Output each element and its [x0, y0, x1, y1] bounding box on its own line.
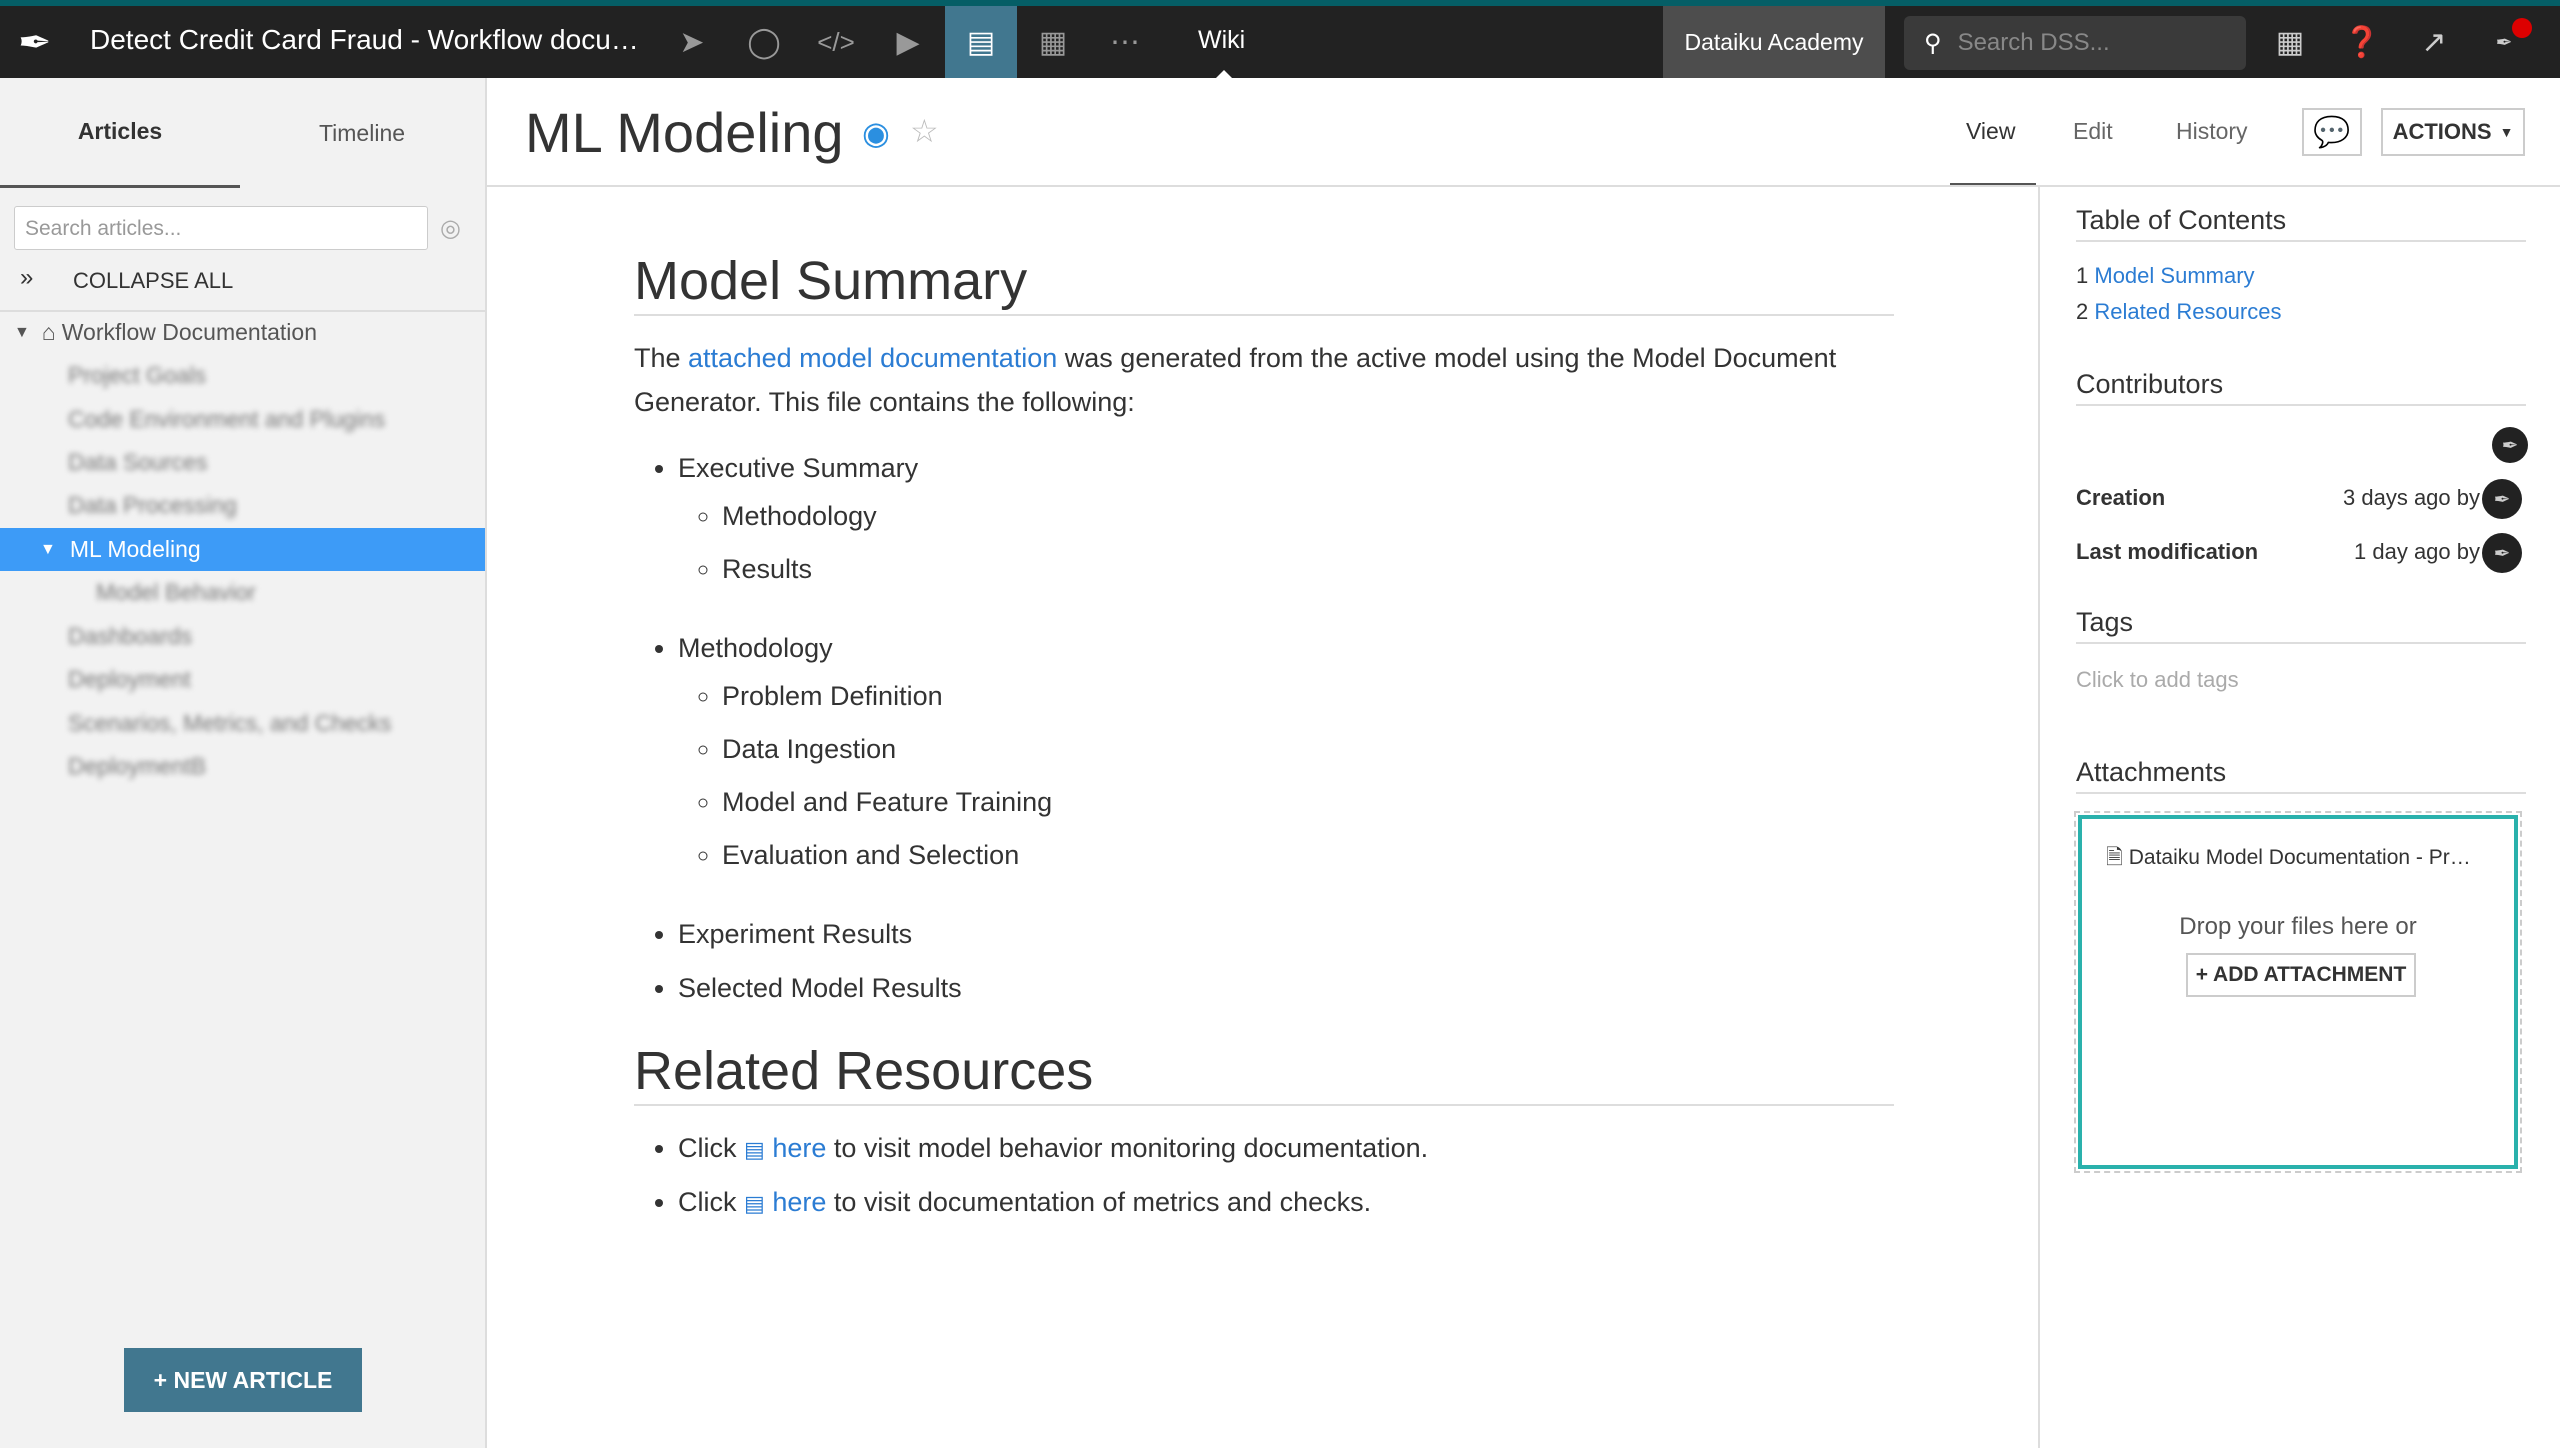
toc-item[interactable]: 1 Model Summary [2076, 263, 2255, 288]
help-icon[interactable]: ❓ [2343, 25, 2381, 59]
attached-doc-link[interactable]: attached model documentation [688, 343, 1058, 373]
modifier-avatar[interactable]: ✒ [2482, 533, 2522, 573]
dashboard-icon[interactable]: ▦ [1038, 25, 1068, 59]
drop-text: Drop your files here or [2179, 913, 2417, 940]
toc-title: Table of Contents [2076, 205, 2526, 242]
tab-timeline[interactable]: Timeline [318, 119, 406, 146]
tree-item[interactable]: Data Processing [68, 492, 237, 518]
tree-item[interactable]: Project Goals [68, 362, 207, 388]
wiki-article-icon: ▤ [744, 1191, 765, 1216]
star-icon[interactable]: ☆ [910, 113, 939, 149]
list-item: ◦ Problem Definition [722, 670, 1894, 723]
resource-link[interactable]: ▤ here [744, 1187, 827, 1217]
run-icon[interactable]: ▶ [896, 25, 920, 59]
search-input[interactable]: ⚲ Search DSS... [1904, 16, 2246, 70]
tab-articles[interactable]: Articles [0, 78, 240, 188]
list-item: ◦ Results [722, 543, 1894, 596]
tab-edit[interactable]: Edit [2073, 118, 2113, 144]
list-item: ◦ Model and Feature Training [722, 776, 1894, 829]
tab-view[interactable]: View [1966, 118, 2016, 144]
target-icon[interactable]: ◎ [440, 215, 461, 242]
tree-item[interactable]: Data Sources [68, 449, 208, 475]
right-panel [2038, 187, 2560, 1448]
collapse-all-button[interactable]: COLLAPSE ALL [73, 268, 234, 293]
resources-list [678, 1126, 1894, 1226]
wiki-article-icon: ▤ [744, 1137, 765, 1162]
code-icon[interactable]: </> [817, 26, 855, 57]
resource-link[interactable]: ▤ here [744, 1133, 827, 1163]
lastmod-value: 1 day ago by [2354, 539, 2480, 564]
flow-icon[interactable]: ➤ [679, 25, 705, 59]
top-navbar [0, 6, 2560, 78]
collapse-all-icon[interactable]: » [20, 264, 34, 291]
trend-icon[interactable]: ↗ [2421, 25, 2447, 59]
file-icon: 🗎 [2106, 846, 2123, 869]
contributor-avatar[interactable]: ✒ [2492, 427, 2528, 463]
list-item: ◦ Data Ingestion [722, 723, 1894, 776]
search-articles-input[interactable]: Search articles... [14, 206, 428, 250]
lastmod-label: Last modification [2076, 539, 2259, 564]
list-item: • Methodology ◦ Problem Definition ◦ Data Ingestion ◦ Model and Feature Training ◦ Evaluation and Selection [678, 626, 1894, 882]
actions-button[interactable]: ACTIONS ▼ [2381, 108, 2525, 156]
instance-label[interactable]: Dataiku Academy [1663, 6, 1885, 78]
creation-value: 3 days ago by [2343, 485, 2480, 510]
page-title: ML Modeling [525, 101, 844, 164]
contributors-title: Contributors [2076, 369, 2526, 406]
attachments-title: Attachments [2076, 757, 2526, 794]
list-item: ◦ Evaluation and Selection [722, 829, 1894, 882]
contents-list [678, 446, 1894, 1010]
toc-item[interactable]: 2 Related Resources [2076, 299, 2282, 324]
dataiku-logo-icon[interactable]: ✒ [18, 21, 52, 65]
wiki-icon[interactable]: ▤ [945, 6, 1017, 78]
project-title[interactable]: Detect Credit Card Fraud - Workflow docu… [90, 24, 639, 55]
sidebar [0, 78, 487, 1448]
creator-avatar[interactable]: ✒ [2482, 479, 2522, 519]
user-avatar[interactable]: ✒ [2484, 22, 2524, 62]
list-item: • Selected Model Results [678, 966, 1894, 1010]
add-tags[interactable]: Click to add tags [2076, 667, 2239, 692]
tree-item[interactable]: Scenarios, Metrics, and Checks [68, 710, 392, 736]
apps-grid-icon[interactable]: ▦ [2275, 25, 2305, 59]
tree-item-selected[interactable]: ▼ ML Modeling [0, 528, 485, 571]
tree-item[interactable]: Deployment [68, 666, 191, 692]
add-discussion-button[interactable] [2302, 108, 2362, 156]
tree-item[interactable]: Code Environment and Plugins [68, 406, 386, 432]
caret-up-icon [1216, 70, 1232, 78]
tree-root[interactable]: ▼ ⌂ Workflow Documentation [14, 319, 317, 345]
tags-title: Tags [2076, 607, 2526, 644]
list-item: • Click ▤ here to visit model behavior monitoring documentation. [678, 1126, 1894, 1172]
heading-model-summary: Model Summary [634, 250, 1894, 316]
intro-paragraph: The attached model documentation was generated from the active model using the Model Document Generator. This file contains the following: [634, 343, 1837, 417]
notification-badge [2512, 18, 2532, 38]
attachment-dropzone[interactable] [2078, 815, 2518, 1169]
comment-plus-icon: 💬 [2313, 115, 2351, 149]
creation-label: Creation [2076, 485, 2166, 510]
tree-item[interactable]: Model Behavior [96, 579, 256, 605]
tab-history[interactable]: History [2176, 118, 2248, 144]
heading-related-resources: Related Resources [634, 1040, 1894, 1106]
search-icon: ⚲ [1924, 29, 1942, 57]
tree-item[interactable]: DeploymentB [68, 753, 207, 779]
list-item: ◦ Methodology [722, 490, 1894, 543]
lab-icon[interactable]: ◯ [747, 25, 781, 59]
list-item: • Experiment Results [678, 912, 1894, 956]
watch-eye-icon[interactable]: ◉ [862, 115, 890, 151]
list-item: • Click ▤ here to visit documentation of metrics and checks. [678, 1180, 1894, 1226]
home-icon: ⌂ [41, 319, 56, 345]
current-section: Wiki [1198, 26, 1246, 54]
tree-item[interactable]: Dashboards [68, 623, 193, 649]
article-body [634, 250, 1894, 1256]
list-item: • Executive Summary ◦ Methodology ◦ Results [678, 446, 1894, 596]
more-icon[interactable]: ⋯ [1110, 25, 1140, 59]
add-attachment-button[interactable]: + ADD ATTACHMENT [2186, 953, 2416, 997]
attachment-file[interactable]: 🗎 Dataiku Model Documentation - Pr… [2106, 846, 2471, 869]
caret-down-icon: ▼ [2499, 124, 2514, 140]
new-article-button[interactable]: + NEW ARTICLE [124, 1348, 362, 1412]
